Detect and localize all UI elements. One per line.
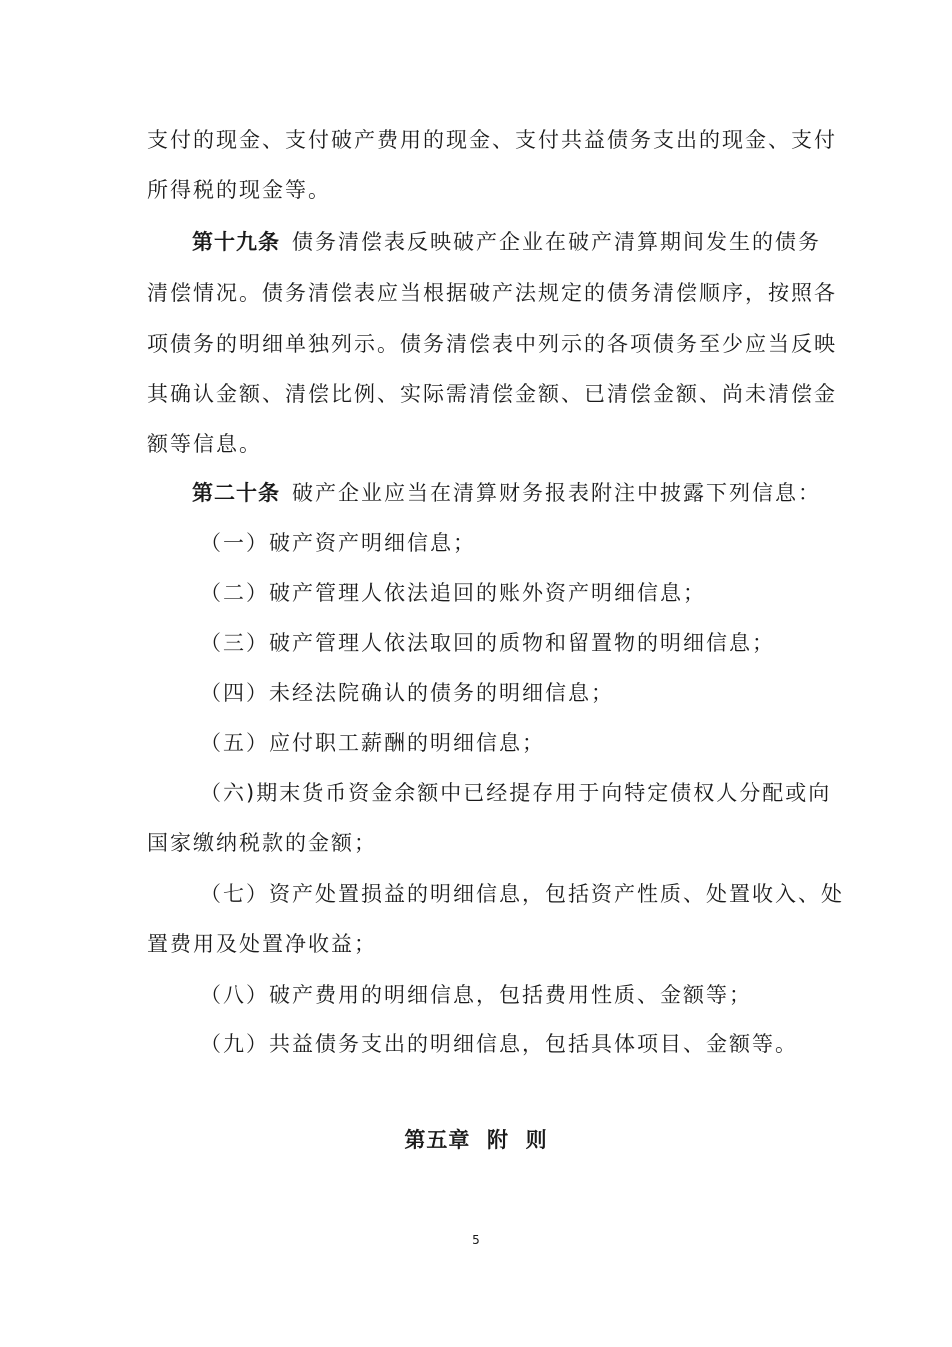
list-item-continuation: 置费用及处置净收益； — [147, 932, 377, 956]
article-20-first-line — [192, 478, 821, 508]
paragraph-line: 额等信息。 — [147, 432, 262, 456]
paragraph-line: 清偿情况。债务清偿表应当根据破产法规定的债务清偿顺序，按照各 — [147, 281, 837, 305]
article-19-first-line — [192, 227, 821, 257]
list-item: （九）共益债务支出的明细信息，包括具体项目、金额等。 — [200, 1032, 798, 1056]
article-20-text: 破产企业应当在清算财务报表附注中披露下列信息： — [292, 481, 821, 505]
page-number: 5 — [472, 1233, 480, 1247]
list-item: （六)期末货币资金余额中已经提存用于向特定债权人分配或向 — [200, 781, 832, 805]
list-item: （二）破产管理人依法追回的账外资产明细信息； — [200, 581, 706, 605]
list-item: （三）破产管理人依法取回的质物和留置物的明细信息； — [200, 631, 775, 655]
list-item: （七）资产处置损益的明细信息，包括资产性质、处置收入、处 — [200, 882, 844, 906]
list-item: （八）破产费用的明细信息，包括费用性质、金额等； — [200, 983, 752, 1007]
list-item: （五）应付职工薪酬的明细信息； — [200, 731, 545, 755]
article-20-heading: 第二十条 — [192, 481, 280, 505]
list-item: （一）破产资产明细信息； — [200, 531, 476, 555]
paragraph-line: 支付的现金、支付破产费用的现金、支付共益债务支出的现金、支付 — [147, 128, 837, 152]
article-19-text: 债务清偿表反映破产企业在破产清算期间发生的债务 — [292, 230, 821, 254]
paragraph-line: 所得税的现金等。 — [147, 178, 331, 202]
chapter-title: 第五章 附 则 — [404, 1128, 548, 1152]
paragraph-line: 其确认金额、清偿比例、实际需清偿金额、已清偿金额、尚未清偿金 — [147, 382, 837, 406]
list-item-continuation: 国家缴纳税款的金额； — [147, 831, 377, 855]
list-item: （四）未经法院确认的债务的明细信息； — [200, 681, 614, 705]
article-19-heading: 第十九条 — [192, 230, 280, 254]
paragraph-line: 项债务的明细单独列示。债务清偿表中列示的各项债务至少应当反映 — [147, 332, 837, 356]
